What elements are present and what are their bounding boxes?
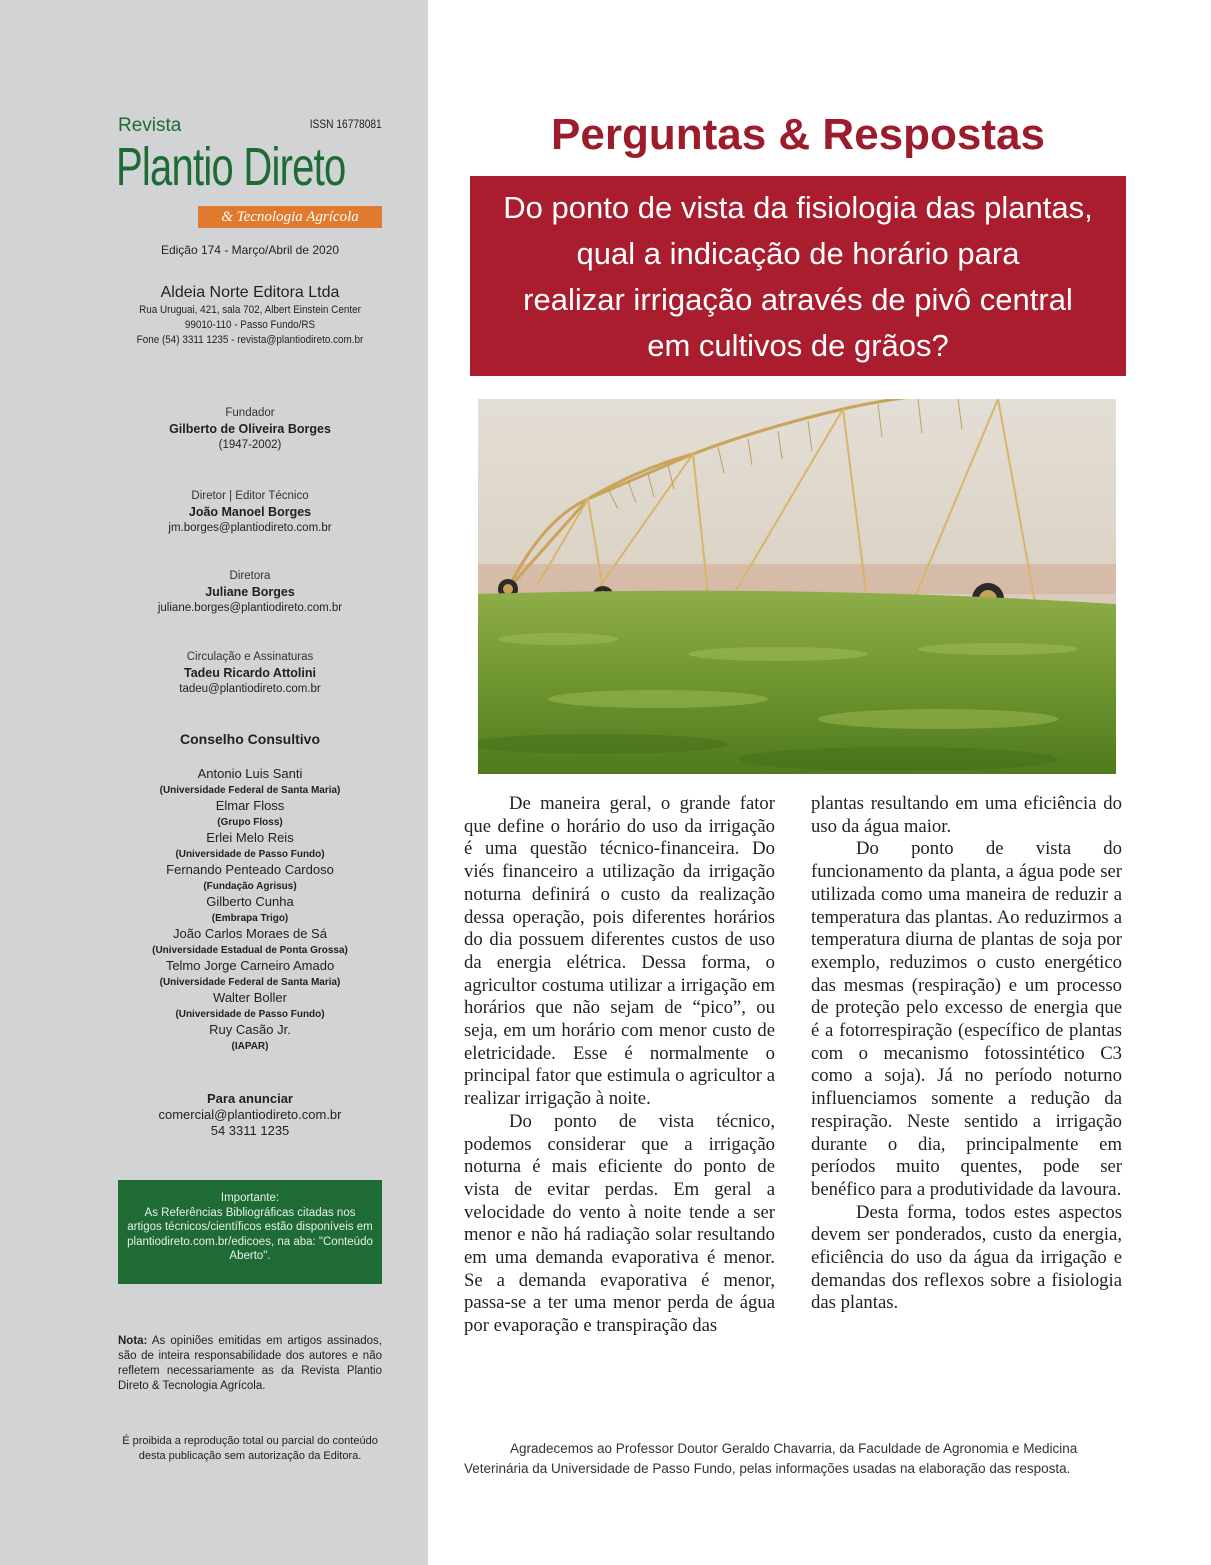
article-paragraph: Do ponto de vista do funcionamento da planta, a água pode ser utilizada como uma maneira de reduzir a temperatura das plantas. Ao reduzirmos a temperatura diurna de plantas de soja por exemplo, reduzimos o custo energético das mesmas (respiração) e um processo de proteção pelo excesso de energia que é a fotorrespiração (específico de plantas com o mecanismo fotossintético C3 como a soja). Já no período noturno influenciamos somente a redução da respiração. Neste sentido a irrigação durante o dia, principalmente em períodos muito quentes, pode ser benéfico para a produtividade da lavoura. <box>811 838 1122 1200</box>
council-member-name: Walter Boller <box>213 990 287 1005</box>
staff-name: Juliane Borges <box>205 585 295 599</box>
staff-name: Tadeu Ricardo Attolini <box>184 666 316 680</box>
staff-email[interactable]: jm.borges@plantiodireto.com.br <box>168 522 332 534</box>
council-member-name: Fernando Penteado Cardoso <box>166 862 334 877</box>
council-title: Conselho Consultivo <box>180 731 320 747</box>
council-member-institution: (Fundação Agrisus) <box>203 880 297 892</box>
article-column-2 <box>811 793 1122 1315</box>
question-line: Do ponto de vista da fisiologia das plantas, <box>503 190 1093 225</box>
article-paragraph: Do ponto de vista técnico, podemos considerar que a irrigação noturna é mais eficiente do ponto de vista de evitar perdas. Em geral a velocidade do vento à noite tende a ser menor e não há radiação solar resultando em uma demanda evaporativa é menor. Se a demanda evaporativa é menor, passa-se a ter uma menor perda de água por evaporação e transpiração das <box>464 1110 775 1337</box>
article-paragraph: De maneira geral, o grande fator que define o horário do uso da irrigação é uma questão técnico-financeira. Do viés financeiro a utilização da irrigação noturna definirá o custo da realização dessa operação, pois diferentes horários do dia possuem diferentes custos de uso da energia elétrica. Dessa forma, o agricultor costuma utilizar a irrigação em horários que não sejam de “pico”, ou seja, em um horário com menor custo de eletricidade. Esse é normalmente o principal fator que estimula o agricultor a realizar irrigação à noite. <box>464 793 775 1110</box>
magazine-title: Plantio Direto <box>116 137 346 197</box>
staff-role: Circulação e Assinaturas <box>186 651 314 663</box>
council-member-institution: (Universidade Federal de Santa Maria) <box>159 976 341 988</box>
staff-role: Diretora <box>229 570 271 582</box>
nota-text: As opiniões emitidas em artigos assinados, são de inteira responsabilidade dos autores e não refletem necessariamente as da Revista Plantio Direto & Tecnologia Agrícola. <box>118 1335 382 1392</box>
nota-block <box>118 1334 382 1394</box>
council-member-name: Erlei Melo Reis <box>206 830 294 845</box>
question-line: realizar irrigação através de pivô central <box>523 282 1073 317</box>
advertise-phone: 54 3311 1235 <box>210 1123 290 1138</box>
staff-name: Gilberto de Oliveira Borges <box>169 422 331 436</box>
staff-email[interactable]: tadeu@plantiodireto.com.br <box>179 683 321 695</box>
staff-email[interactable]: juliane.borges@plantiodireto.com.br <box>157 602 343 614</box>
staff-director-f <box>118 568 382 616</box>
publisher-block <box>118 283 382 348</box>
masthead <box>118 113 382 233</box>
publisher-contact: Fone (54) 3311 1235 - revista@plantiodireto.com.br <box>136 334 364 346</box>
magazine-subtitle: & Tecnologia Agrícola <box>198 206 382 228</box>
important-box <box>118 1180 382 1284</box>
article-column-1 <box>464 793 775 1338</box>
council-title-block <box>118 731 382 747</box>
council-member-institution: (Embrapa Trigo) <box>211 912 289 924</box>
council-member-institution: (Universidade Estadual de Ponta Grossa) <box>152 944 348 956</box>
council-member-name: Telmo Jorge Carneiro Amado <box>165 958 335 973</box>
council-member-name: Antonio Luis Santi <box>197 766 303 781</box>
council-member-institution: (Universidade de Passo Fundo) <box>175 1008 325 1020</box>
staff-role: Fundador <box>225 407 275 419</box>
sidebar <box>0 0 428 1565</box>
article-paragraph: Desta forma, todos estes aspectos devem ser ponderados, custo da energia, eficiência do uso da água da irrigação e demandas dos reflexos sobre a fisiologia das plantas. <box>811 1201 1122 1314</box>
council-member-institution: (Universidade Federal de Santa Maria) <box>159 784 341 796</box>
center-pivot-irrigation-photo <box>478 399 1116 774</box>
edition-info: Edição 174 - Março/Abril de 2020 <box>160 243 340 257</box>
staff-director <box>118 488 382 536</box>
irrigation-photo-illustration <box>478 399 1116 774</box>
staff-circulation <box>118 649 382 697</box>
publisher-address: Rua Uruguai, 421, sala 702, Albert Einstein Center <box>139 304 361 316</box>
council-member-name: João Carlos Moraes de Sá <box>173 926 327 941</box>
question-line: qual a indicação de horário para <box>576 236 1020 271</box>
advertise-title: Para anunciar <box>207 1091 293 1106</box>
council-member-name: Ruy Casão Jr. <box>209 1022 291 1037</box>
copyright-notice: É proibida a reprodução total ou parcial do conteúdo desta publicação sem autorização da Editora. <box>122 1435 378 1462</box>
advertise-block <box>118 1091 382 1139</box>
publisher-name: Aldeia Norte Editora Ltda <box>160 284 340 301</box>
staff-name: João Manoel Borges <box>188 505 312 519</box>
council-member-institution: (Universidade de Passo Fundo) <box>175 848 325 860</box>
acknowledgement-line: Agradecemos ao Professor Doutor Geraldo Chavarria, da Faculdade de Agronomia e Medicina <box>510 1441 1078 1456</box>
council-member-name: Elmar Floss <box>215 798 285 813</box>
important-title: Importante: <box>220 1192 280 1204</box>
council-member-institution: (IAPAR) <box>231 1040 269 1052</box>
acknowledgement-line: Veterinária da Universidade de Passo Fundo, pelas informações usadas na elaboração das resposta. <box>464 1461 1071 1476</box>
staff-role: Diretor | Editor Técnico <box>191 490 309 502</box>
publisher-postal: 99010-110 - Passo Fundo/RS <box>184 319 316 331</box>
council-member-institution: (Grupo Floss) <box>217 816 283 828</box>
council-list <box>118 766 382 1054</box>
staff-detail: (1947-2002) <box>218 439 282 451</box>
council-member-name: Gilberto Cunha <box>206 894 294 909</box>
masthead-revista: Revista <box>118 115 182 136</box>
nota-label: Nota: <box>118 1335 148 1347</box>
acknowledgement <box>464 1439 1124 1479</box>
advertise-email[interactable]: comercial@plantiodireto.com.br <box>158 1107 342 1122</box>
staff-founder <box>118 405 382 453</box>
article-paragraph: plantas resultando em uma eficiência do uso da água maior. <box>811 793 1122 837</box>
important-text: As Referências Bibliográficas citadas nos artigos técnicos/científicos estão disponíveis em plantiodireto.com.br/edicoes, na aba: "Conteúdo Aberto". <box>127 1206 373 1262</box>
question-box <box>470 176 1126 376</box>
section-title: Perguntas & Respostas <box>551 110 1045 159</box>
issn: ISSN 16778081 <box>309 117 382 131</box>
question-line: em cultivos de grãos? <box>647 328 949 363</box>
